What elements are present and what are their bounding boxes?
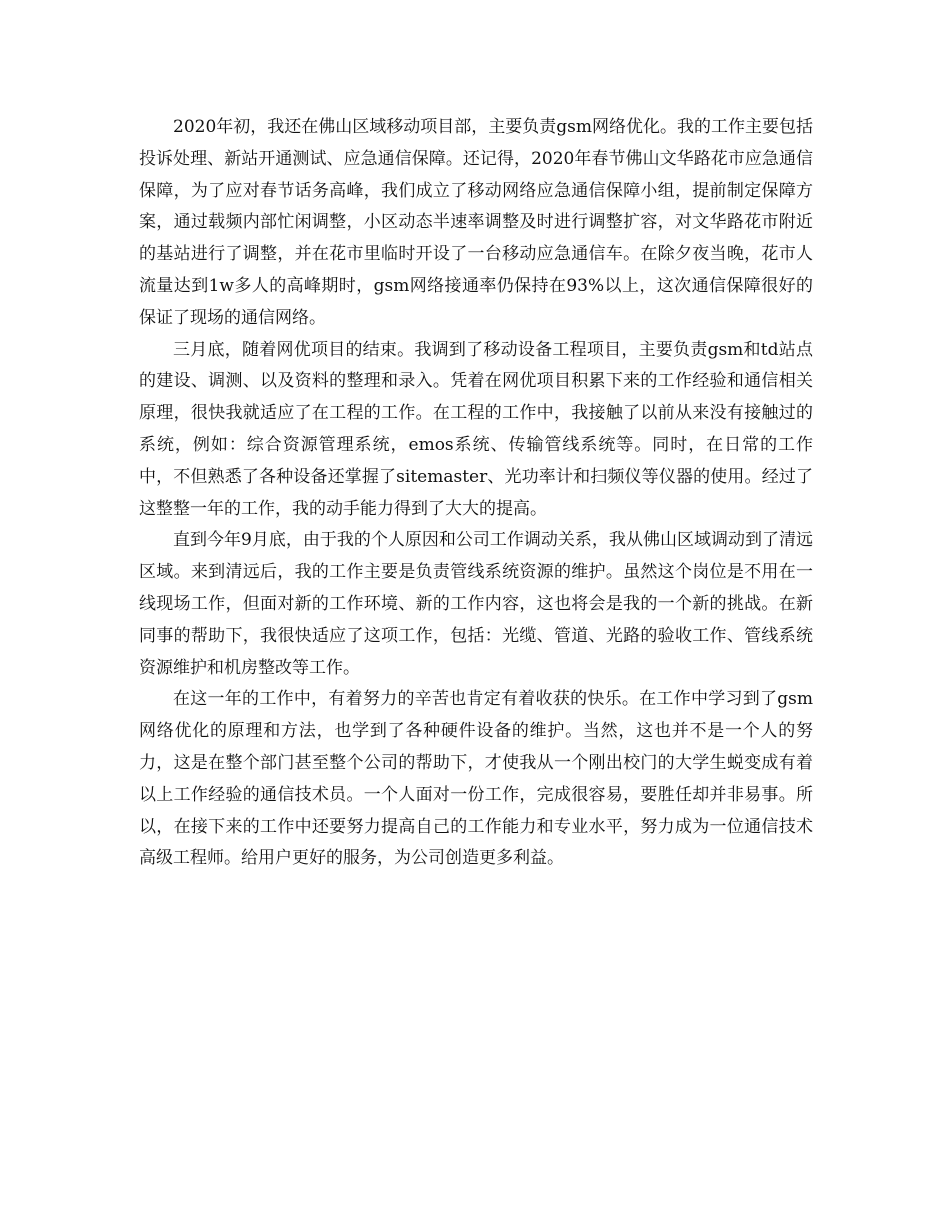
paragraph-4: 在这一年的工作中，有着努力的辛苦也肯定有着收获的快乐。在工作中学习到了gsm网络优化的原理和方法，也学到了各种硬件设备的维护。当然，这也并不是一个人的努力，这是在整个部门甚至整个公司的帮助下，才使我从一个刚出校门的大学生蜕变成有着以上工作经验的通信技术员。一个人面对一份工作，完成很容易，要胜任却并非易事。所以，在接下来的工作中还要努力提高自己的工作能力和专业水平，努力成为一位通信技术高级工程师。给用户更好的服务，为公司创造更多利益。 [139, 689, 813, 869]
document-body [139, 112, 813, 875]
paragraph-3: 直到今年9月底，由于我的个人原因和公司工作调动关系，我从佛山区域调动到了清远区域。来到清远后，我的工作主要是负责管线系统资源的维护。虽然这个岗位是不用在一线现场工作，但面对新的工作环境、新的工作内容，这也将会是我的一个新的挑战。在新同事的帮助下，我很快适应了这项工作，包括：光缆、管道、光路的验收工作、管线系统资源维护和机房整改等工作。 [139, 530, 813, 678]
paragraph-2: 三月底，随着网优项目的结束。我调到了移动设备工程项目，主要负责gsm和td站点的建设、调测、以及资料的整理和录入。凭着在网优项目积累下来的工作经验和通信相关原理，很快我就适应了在工程的工作。在工程的工作中，我接触了以前从来没有接触过的系统，例如：综合资源管理系统，emos系统、传输管线系统等。同时，在日常的工作中，不但熟悉了各种设备还掌握了sitemaster、光功率计和扫频仪等仪器的使用。经过了这整整一年的工作，我的动手能力得到了大大的提高。 [139, 339, 813, 519]
paragraph-1: 2020年初，我还在佛山区域移动项目部，主要负责gsm网络优化。我的工作主要包括投诉处理、新站开通测试、应急通信保障。还记得，2020年春节佛山文华路花市应急通信保障，为了应对春节话务高峰，我们成立了移动网络应急通信保障小组，提前制定保障方案，通过载频内部忙闲调整，小区动态半速率调整及时进行调整扩容，对文华路花市附近的基站进行了调整，并在花市里临时开设了一台移动应急通信车。在除夕夜当晚，花市人流量达到1w多人的高峰期时，gsm网络接通率仍保持在93%以上，这次通信保障很好的保证了现场的通信网络。 [139, 117, 813, 328]
